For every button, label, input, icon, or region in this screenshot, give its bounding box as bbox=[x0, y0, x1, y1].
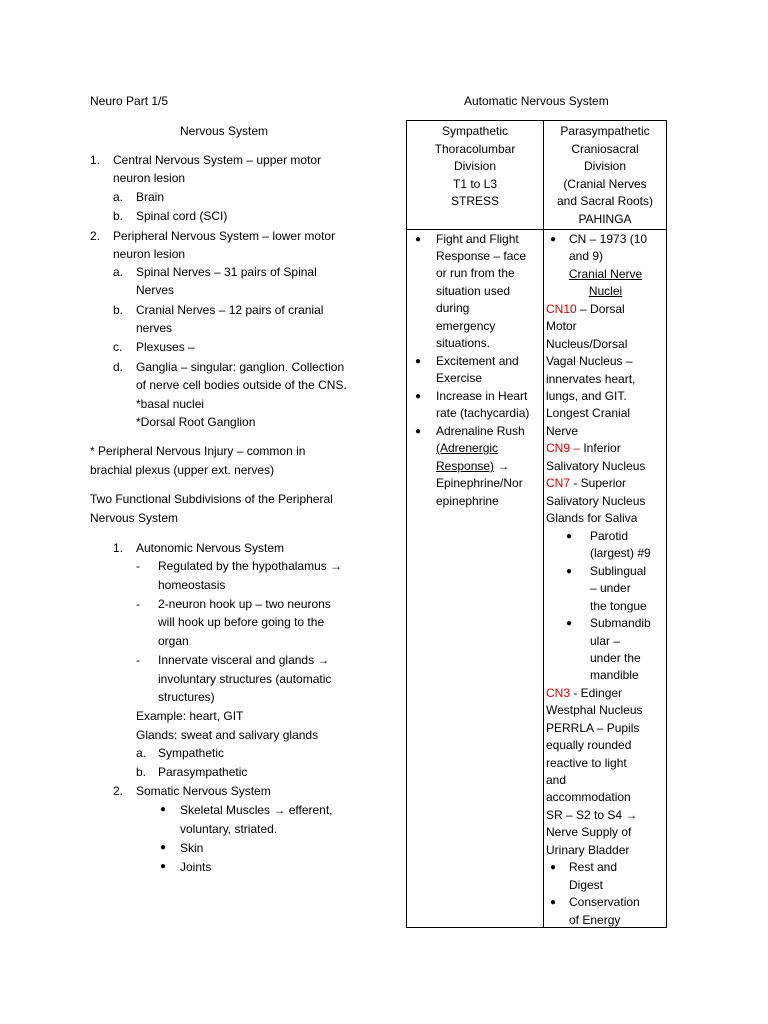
list-marker: b. bbox=[113, 303, 124, 317]
cell-text: during bbox=[436, 301, 470, 315]
list-item: Parasympathetic bbox=[158, 765, 248, 779]
autonomic-heading: Autonomic Nervous System bbox=[136, 541, 285, 555]
cell-text: Longest Cranial bbox=[546, 406, 631, 420]
cn9-label: CN9 – bbox=[546, 441, 581, 455]
cell-text: Inferior bbox=[580, 441, 621, 455]
cns-heading-cont: neuron lesion bbox=[113, 171, 186, 185]
list-item: Innervate visceral and glands → bbox=[158, 653, 330, 667]
parasympathetic-header-cell bbox=[544, 121, 667, 230]
cell-text: - Edinger bbox=[570, 686, 623, 700]
list-number: 2. bbox=[113, 784, 124, 798]
bullet-icon: ● bbox=[415, 426, 422, 437]
bullet-icon: ● bbox=[415, 356, 422, 367]
cell-text: rate (tachycardia) bbox=[436, 406, 530, 420]
list-item-cont: *Dorsal Root Ganglion bbox=[136, 415, 256, 429]
cell-text: Excitement and bbox=[436, 354, 519, 368]
header-line: T1 to L3 bbox=[452, 176, 498, 191]
cell-text: innervates heart, bbox=[546, 372, 636, 386]
list-item: Spinal Nerves – 31 pairs of Spinal bbox=[136, 265, 317, 279]
cell-text: epinephrine bbox=[436, 494, 499, 508]
parasympathetic-body-cell bbox=[544, 230, 667, 928]
bullet-icon: ● bbox=[160, 804, 167, 815]
list-item-cont: nerves bbox=[136, 321, 173, 335]
bullet-icon: ● bbox=[566, 618, 573, 629]
cell-text: equally rounded bbox=[546, 738, 632, 752]
list-item-cont: *basal nuclei bbox=[136, 397, 205, 411]
bullet-icon: ● bbox=[415, 391, 422, 402]
cns-heading: Central Nervous System – upper motor bbox=[113, 153, 322, 167]
subdivisions-heading-cont: Nervous System bbox=[90, 511, 179, 525]
list-item: Regulated by the hypothalamus → bbox=[158, 559, 343, 573]
cell-text: Motor bbox=[546, 319, 577, 333]
cell-text bbox=[546, 440, 621, 457]
bullet-icon: ● bbox=[550, 897, 557, 908]
cell-text: Westphal Nucleus bbox=[546, 703, 643, 717]
example-text: Example: heart, GIT bbox=[136, 709, 244, 723]
cell-text: – under bbox=[590, 581, 631, 595]
cell-text: Parotid bbox=[590, 529, 629, 543]
cn7-label: CN7 bbox=[546, 476, 571, 490]
header-line: Division bbox=[453, 159, 496, 173]
cell-text bbox=[436, 458, 509, 475]
cell-text: the tongue bbox=[590, 599, 647, 613]
cell-text: situations. bbox=[436, 336, 491, 350]
cn10-label: CN10 bbox=[546, 302, 577, 316]
list-item: Sympathetic bbox=[158, 746, 225, 760]
injury-note: * Peripheral Nervous Injury – common in bbox=[90, 444, 306, 458]
subdivisions-heading: Two Functional Subdivisions of the Peripheral bbox=[90, 492, 333, 506]
somatic-heading: Somatic Nervous System bbox=[136, 784, 271, 798]
cell-text: Epinephrine/Nor bbox=[436, 476, 523, 490]
list-marker: c. bbox=[113, 340, 123, 354]
ans-comparison-table bbox=[406, 120, 667, 928]
cell-text: Cranial Nerve bbox=[568, 267, 643, 281]
cell-text: mandible bbox=[590, 668, 639, 682]
list-item-cont: structures) bbox=[158, 690, 215, 704]
dash-marker: - bbox=[136, 597, 140, 611]
cell-text: SR – S2 to S4 → bbox=[546, 808, 638, 822]
cell-text: or run from the bbox=[436, 266, 515, 280]
cn3-label: CN3 bbox=[546, 686, 571, 700]
header-line: PAHINGA bbox=[578, 211, 632, 226]
sympathetic-header-cell bbox=[407, 121, 544, 230]
arrow-icon: → bbox=[494, 459, 510, 473]
table-title: Automatic Nervous System bbox=[464, 94, 609, 108]
list-item-cont: of nerve cell bodies outside of the CNS. bbox=[136, 378, 347, 392]
cell-text: Nucleus/Dorsal bbox=[546, 337, 628, 351]
cell-text: lungs, and GIT. bbox=[546, 389, 627, 403]
cell-text: (Adrenergic bbox=[436, 441, 499, 455]
cell-text bbox=[546, 301, 625, 318]
cell-text: accommodation bbox=[546, 790, 631, 804]
cell-text: of Energy bbox=[569, 913, 621, 927]
cell-text: Digest bbox=[569, 878, 604, 892]
list-item-cont: homeostasis bbox=[158, 578, 226, 592]
cell-text: PERRLA – Pupils bbox=[546, 721, 640, 735]
table-header-row bbox=[407, 121, 667, 230]
cell-text: Adrenaline Rush bbox=[436, 424, 525, 438]
list-marker: d. bbox=[113, 360, 124, 374]
cell-text: Urinary Bladder bbox=[546, 843, 630, 857]
list-item: Brain bbox=[136, 190, 165, 204]
cell-text: Fight and Flight bbox=[436, 232, 519, 246]
header-line: Thoracolumbar bbox=[434, 141, 516, 156]
glands-text: Glands: sweat and salivary glands bbox=[136, 728, 319, 742]
cell-text: (largest) #9 bbox=[590, 546, 651, 560]
cell-text bbox=[546, 685, 622, 702]
page-title: Neuro Part 1/5 bbox=[90, 94, 169, 108]
header-line: STRESS bbox=[450, 194, 499, 208]
bullet-icon: ● bbox=[160, 842, 167, 853]
cell-text: under the bbox=[590, 651, 641, 665]
list-item: Skin bbox=[180, 841, 204, 855]
cell-text: Increase in Heart bbox=[436, 389, 528, 403]
pns-heading-cont: neuron lesion bbox=[113, 247, 186, 261]
list-item-cont: will hook up before going to the bbox=[158, 615, 325, 629]
bullet-icon: ● bbox=[160, 861, 167, 872]
cell-text: Salivatory Nucleus bbox=[546, 459, 646, 473]
cell-text: Submandib bbox=[590, 616, 651, 630]
header-line: and Sacral Roots) bbox=[556, 194, 654, 208]
cell-text: CN – 1973 (10 bbox=[569, 232, 648, 246]
list-number: 1. bbox=[113, 541, 124, 555]
cell-text: and bbox=[546, 773, 567, 787]
header-line: Craniosacral bbox=[571, 141, 639, 156]
list-number: 2. bbox=[90, 229, 101, 243]
cell-text: reactive to light bbox=[546, 756, 627, 770]
sympathetic-body-cell bbox=[407, 230, 544, 928]
cell-text: and 9) bbox=[569, 249, 604, 263]
pns-heading: Peripheral Nervous System – lower motor bbox=[113, 229, 336, 243]
cell-text: Response) bbox=[436, 459, 495, 473]
list-marker: b. bbox=[136, 765, 147, 779]
cell-text: Nerve bbox=[546, 424, 579, 438]
list-item: Cranial Nerves – 12 pairs of cranial bbox=[136, 303, 324, 317]
injury-note-cont: brachial plexus (upper ext. nerves) bbox=[90, 463, 275, 477]
cell-text bbox=[546, 475, 626, 492]
list-item: Joints bbox=[180, 860, 212, 874]
cell-text: Glands for Saliva bbox=[546, 511, 638, 525]
cell-text: Response – face bbox=[436, 249, 527, 263]
cell-text: Sublingual bbox=[590, 564, 647, 578]
list-number: 1. bbox=[90, 153, 101, 167]
dash-marker: - bbox=[136, 559, 140, 573]
cell-text: – Dorsal bbox=[576, 302, 625, 316]
list-item-cont: voluntary, striated. bbox=[180, 822, 278, 836]
cell-text: Rest and bbox=[569, 860, 618, 874]
dash-marker: - bbox=[136, 653, 140, 667]
cell-text: situation used bbox=[436, 284, 511, 298]
bullet-icon: ● bbox=[415, 234, 422, 245]
bullet-icon: ● bbox=[550, 234, 557, 245]
list-marker: a. bbox=[113, 190, 124, 204]
list-item: Spinal cord (SCI) bbox=[136, 209, 228, 223]
list-item: Skeletal Muscles → efferent, bbox=[180, 803, 333, 817]
cell-text: Exercise bbox=[436, 371, 483, 385]
cell-text: Salivatory Nucleus bbox=[546, 494, 646, 508]
list-marker: a. bbox=[113, 265, 124, 279]
cell-text: - Superior bbox=[570, 476, 627, 490]
parasympathetic-title: Parasympathetic bbox=[560, 124, 650, 138]
sympathetic-title: Sympathetic bbox=[441, 124, 509, 138]
cell-text: Vagal Nucleus – bbox=[546, 354, 633, 368]
list-item: 2-neuron hook up – two neurons bbox=[158, 597, 331, 611]
cell-text: Conservation bbox=[569, 895, 640, 909]
list-item-cont: organ bbox=[158, 634, 189, 648]
cell-text: Nerve Supply of bbox=[546, 825, 632, 839]
bullet-icon: ● bbox=[566, 566, 573, 577]
list-item-cont: involuntary structures (automatic bbox=[158, 672, 332, 686]
list-marker: a. bbox=[136, 746, 147, 760]
bullet-icon: ● bbox=[550, 862, 557, 873]
list-marker: b. bbox=[113, 209, 124, 223]
list-item: Plexuses – bbox=[136, 340, 195, 354]
cell-text: emergency bbox=[436, 319, 496, 333]
header-line: Division bbox=[583, 159, 626, 173]
table-body-row bbox=[407, 230, 667, 928]
cell-text: ular – bbox=[590, 634, 621, 648]
list-item-cont: Nerves bbox=[136, 283, 175, 297]
list-item: Ganglia – singular: ganglion. Collection bbox=[136, 360, 345, 374]
bullet-icon: ● bbox=[566, 531, 573, 542]
section-heading: Nervous System bbox=[180, 124, 269, 138]
header-line: (Cranial Nerves bbox=[563, 176, 647, 191]
cell-text: Nuclei bbox=[588, 284, 623, 298]
